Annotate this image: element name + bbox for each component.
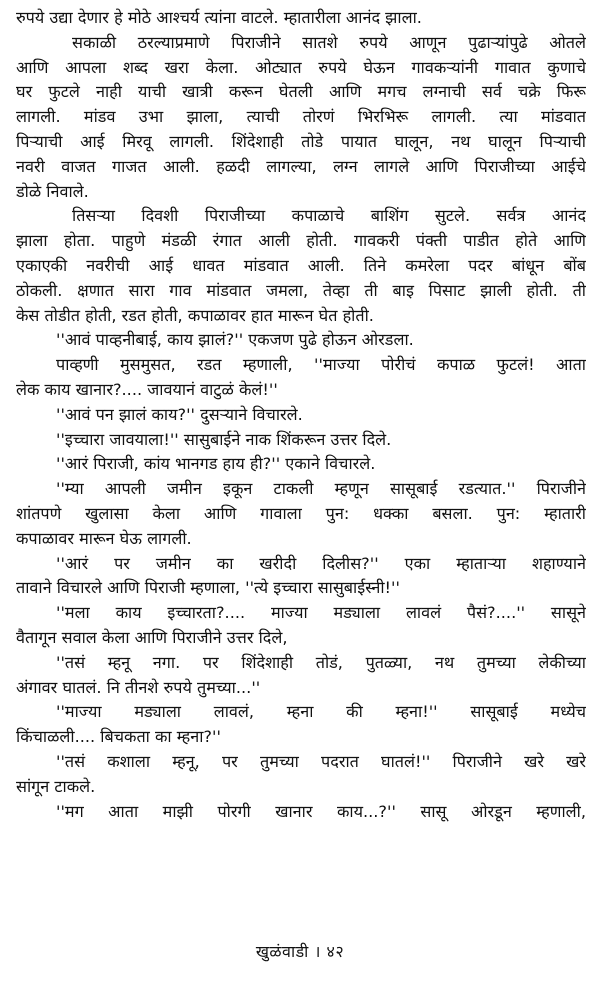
- text-line: सकाळी ठरल्याप्रमाणे पिराजीने सातशे रुपये आणून पुढाऱ्यांपुढे ओतले: [72, 32, 586, 52]
- text-line: ''मला काय इच्चारता?.... माज्या मड्याला लावलं पैसं?....'' सासूने: [56, 603, 586, 623]
- page-footer: खुळंवाडी । ४२: [255, 942, 345, 961]
- text-line: ''मग आता माझी पोरगी खानार काय...?'' सासू ओरडून म्हणाली,: [56, 801, 586, 821]
- text-line: पिऱ्याची आई मिरवू लागली. शिंदेशाही तोडे पायात घालून, नथ घालून पिऱ्याची: [16, 131, 586, 151]
- text-line: डोळे निवाले.: [16, 181, 89, 201]
- text-line: आणि आपला शब्द खरा केला. ओट्यात रुपये घेऊन गावकऱ्यांनी गावात कुणाचे: [16, 57, 586, 77]
- text-line: ''आवं पाव्हनीबाई, काय झालं?'' एकजण पुढे होऊन ओरडला.: [56, 330, 414, 350]
- text-line: लागली. मांडव उभा झाला, त्याची तोरणं भिरभिरू लागली. त्या मांडवात: [16, 107, 586, 127]
- text-line: शांतपणे खुलासा केला आणि गावाला पुन: धक्का बसला. पुन: म्हातारी: [16, 503, 586, 523]
- text-line: ''आरं पर जमीन का खरीदी दिलीस?'' एका म्हाताऱ्या शहाण्याने: [56, 553, 586, 573]
- text-line: वैतागून सवाल केला आणि पिराजीने उत्तर दिले,: [16, 627, 288, 647]
- text-line: तिसऱ्या दिवशी पिराजीच्या कपाळाचे बाशिंग सुटले. सर्वत्र आनंद: [72, 206, 586, 226]
- text-line: ''आरं पिराजी, कांय भानगड हाय ही?'' एकाने विचारले.: [56, 454, 376, 474]
- text-line: ''तसं म्हनू नगा. पर शिंदेशाही तोडं, पुतळ्या, नथ तुमच्या लेकीच्या: [56, 652, 586, 672]
- text-line: ''तसं कशाला म्हनू, पर तुमच्या पदरात घातलं!'' पिराजीने खरे खरे: [56, 751, 586, 771]
- text-line: झाला होता. पाहुणे मंडळी रंगात आली होती. गावकरी पंक्ती पाडीत होते आणि: [16, 231, 586, 251]
- text-line: ''आवं पन झालं काय?'' दुसऱ्याने विचारले.: [56, 404, 303, 424]
- text-line: ठोकली. क्षणात सारा गाव मांडवात जमला, तेव्हा ती बाइ पिसाट झाली होती. ती: [16, 280, 586, 300]
- text-line: घर फुटले नाही याची खात्री करून घेतली आणि मगच लग्नाची सर्व चक्रे फिरू: [16, 82, 586, 102]
- text-line: केस तोडीत होती, रडत होती, कपाळावर हात मारून घेत होती.: [16, 305, 374, 325]
- text-line: तावाने विचारले आणि पिराजी म्हणाला, ''त्ये इच्चारा सासुबाईस्नी!'': [16, 578, 400, 598]
- text-line: ''इच्चारा जावयाला!'' सासुबाईने नाक शिंकरून उत्तर दिले.: [56, 429, 392, 449]
- text-line: ''म्या आपली जमीन इकून टाकली म्हणून सासूबाई रडत्यात.'' पिराजीने: [56, 479, 586, 499]
- text-line: पाव्हणी मुसमुसत, रडत म्हणाली, ''माज्या पोरीचं कपाळ फुटलं! आता: [56, 355, 586, 375]
- text-line: नवरी वाजत गाजत आली. हळदी लागल्या, लग्न लागले आणि पिराजीच्या आईचे: [16, 156, 586, 176]
- text-line: लेक काय खानार?.... जावयानं वाटुळं केलं!'': [16, 379, 278, 399]
- text-line: एकाएकी नवरीची आई धावत मांडवात आली. तिने कमरेला पदर बांधून बोंब: [16, 255, 586, 275]
- text-line: किंचाळली.... बिचकता का म्हना?'': [16, 727, 221, 747]
- text-line: रुपये उद्या देणार हे मोठे आश्चर्य त्यांना वाटले. म्हातारीला आनंद झाला.: [16, 8, 422, 27]
- body-text: [16, 6, 586, 824]
- text-line: ''माज्या मड्याला लावलं, म्हना की म्हना!'' सासूबाई मध्येच: [56, 702, 586, 722]
- text-line: सांगून टाकले.: [16, 776, 96, 796]
- text-line: कपाळावर मारून घेऊ लागली.: [16, 528, 192, 548]
- text-line: अंगावर घातलं. नि तीनशे रुपये तुमच्या...'': [16, 677, 261, 697]
